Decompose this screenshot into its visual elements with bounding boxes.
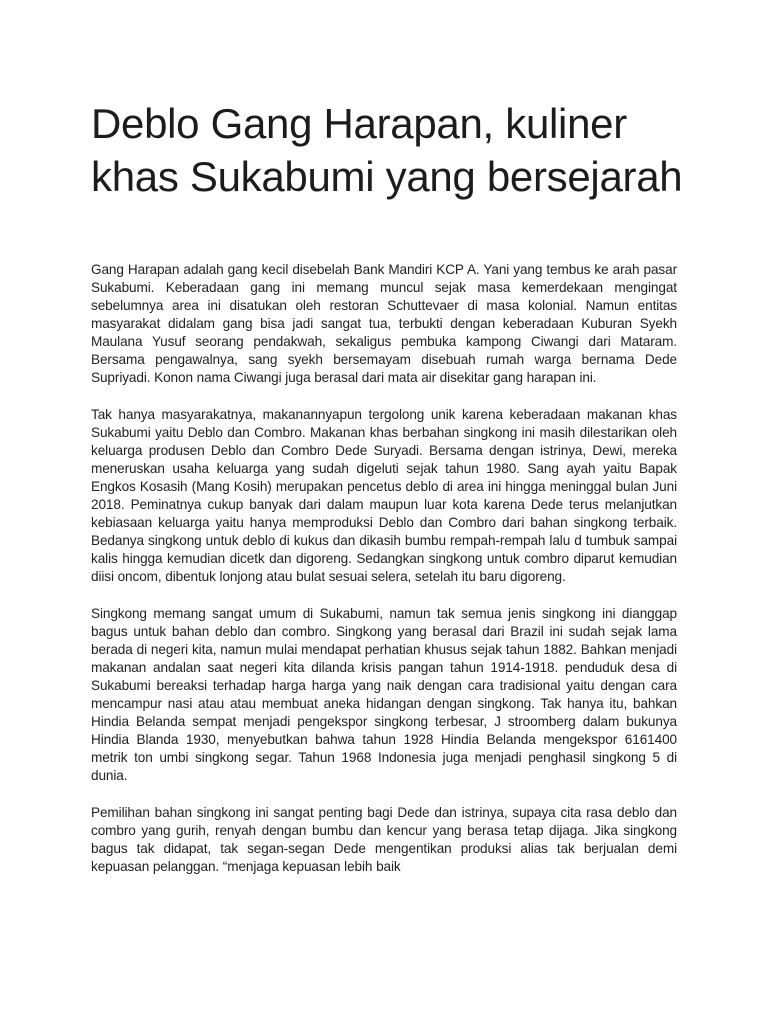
- paragraph-1: Gang Harapan adalah gang kecil disebelah Bank Mandiri KCP A. Yani yang tembus ke arah pasar Sukabumi. Keberadaan gang ini memang muncul sejak masa kemerdekaan mengingat sebelumnya area ini disatukan oleh restoran Schuttevaer di masa kolonial. Namun entitas masyarakat didalam gang bisa jadi sangat tua, terbukti dengan keberadaan Kuburan Syekh Maulana Yusuf seorang pendakwah, sekaligus pembuka kampong Ciwangi dari Mataram. Bersama pengawalnya, sang syekh bersemayam disebuah rumah warga bernama Dede Supriyadi. Konon nama Ciwangi juga berasal dari mata air disekitar gang harapan ini.: [91, 262, 677, 385]
- article-body: [91, 261, 677, 895]
- paragraph-3: Singkong memang sangat umum di Sukabumi, namun tak semua jenis singkong ini dianggap bagus untuk bahan deblo dan combro. Singkong yang berasal dari Brazil ini sudah sejak lama berada di negeri kita, namun mulai mendapat perhatian khusus sejak tahun 1882. Bahkan menjadi makanan andalan saat negeri kita dilanda krisis pangan tahun 1914-1918. penduduk desa di Sukabumi bereaksi terhadap harga harga yang naik dengan cara tradisional yaitu dengan cara mencampur nasi atau atau membuat aneka hidangan dengan singkong. Tak hanya itu, bahkan Hindia Belanda sempat menjadi pengekspor singkong terbesar, J stroomberg dalam bukunya Hindia Blanda 1930, menyebutkan bahwa tahun 1928 Hindia Belanda mengekspor 6161400 metrik ton umbi singkong segar. Tahun 1968 Indonesia juga menjadi penghasil singkong 5 di dunia.: [91, 606, 677, 783]
- paragraph-2: Tak hanya masyarakatnya, makanannyapun tergolong unik karena keberadaan makanan khas Sukabumi yaitu Deblo dan Combro. Makanan khas berbahan singkong ini masih dilestarikan oleh keluarga produsen Deblo dan Combro Dede Suryadi. Bersama dengan istrinya, Dewi, mereka meneruskan usaha keluarga yang sudah digeluti sejak tahun 1980. Sang ayah yaitu Bapak Engkos Kosasih (Mang Kosih) merupakan pencetus deblo di area ini hingga meninggal bulan Juni 2018. Peminatnya cukup banyak dari dalam maupun luar kota karena Dede terus melanjutkan kebiasaan keluarga yaitu hanya memproduksi Deblo dan Combro dari bahan singkong terbaik. Bedanya singkong untuk deblo di kukus dan dikasih bumbu rempah-rempah lalu d tumbuk sampai kalis hingga kemudian dicetk dan digoreng. Sedangkan singkong untuk combro diparut kemudian diisi oncom, dibentuk lonjong atau bulat sesuai selera, setelah itu baru digoreng.: [91, 407, 677, 584]
- article-title: Deblo Gang Harapan, kuliner khas Sukabumi yang bersejarah: [91, 100, 683, 200]
- paragraph-4: Pemilihan bahan singkong ini sangat penting bagi Dede dan istrinya, supaya cita rasa deblo dan combro yang gurih, renyah dengan bumbu dan kencur yang berasa tetap dijaga. Jika singkong bagus tak didapat, tak segan-segan Dede mengentikan produksi alias tak berjualan demi kepuasan pelanggan. “menjaga kepuasan lebih baik: [91, 805, 677, 874]
